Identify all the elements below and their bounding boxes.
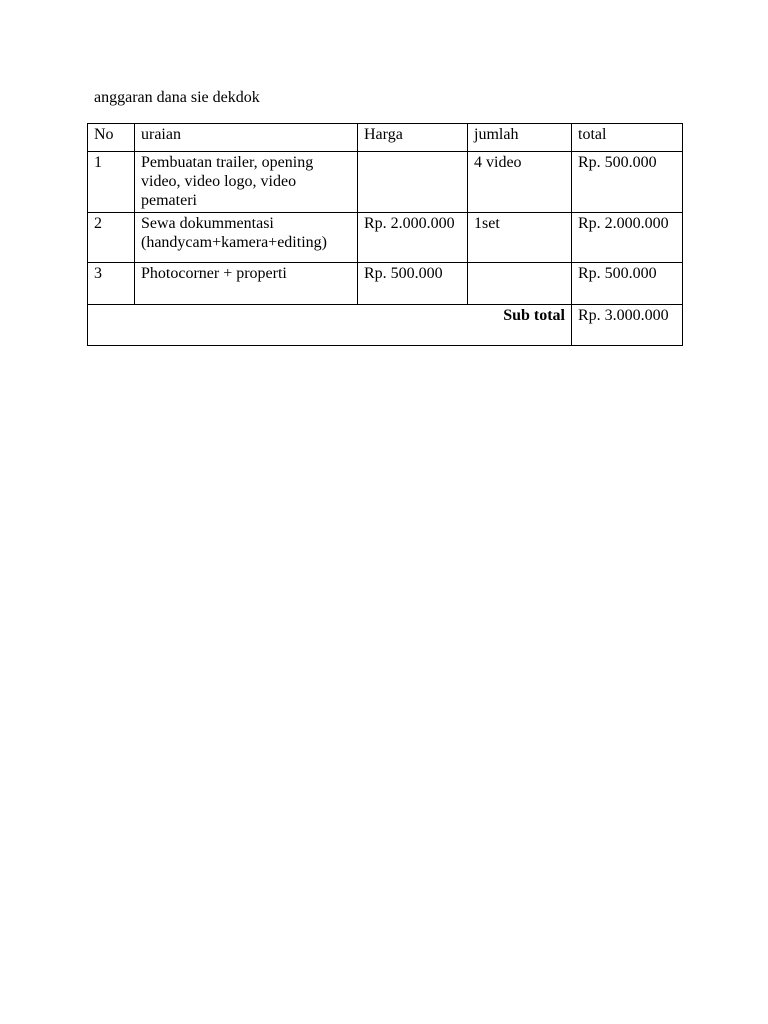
- cell-harga: Rp. 2.000.000: [358, 213, 468, 263]
- header-jumlah: jumlah: [468, 124, 572, 152]
- document-heading: anggaran dana sie dekdok: [94, 89, 260, 106]
- cell-total: Rp. 2.000.000: [572, 213, 683, 263]
- cell-jumlah: 1set: [468, 213, 572, 263]
- subtotal-row: [88, 305, 683, 346]
- header-harga: Harga: [358, 124, 468, 152]
- cell-total: Rp. 500.000: [572, 152, 683, 213]
- header-total: total: [572, 124, 683, 152]
- cell-no: 2: [88, 213, 135, 263]
- cell-jumlah: [468, 263, 572, 305]
- subtotal-label: Sub total: [88, 305, 572, 346]
- cell-uraian: Photocorner + properti: [135, 263, 358, 305]
- cell-no: 1: [88, 152, 135, 213]
- budget-table: [87, 123, 683, 346]
- cell-harga: Rp. 500.000: [358, 263, 468, 305]
- table-row: [88, 263, 683, 305]
- header-uraian: uraian: [135, 124, 358, 152]
- cell-uraian: Sewa dokummentasi (handycam+kamera+editing): [135, 213, 358, 263]
- cell-no: 3: [88, 263, 135, 305]
- cell-total: Rp. 500.000: [572, 263, 683, 305]
- table-row: [88, 152, 683, 213]
- cell-uraian: Pembuatan trailer, opening video, video logo, video pemateri: [135, 152, 358, 213]
- table-header-row: [88, 124, 683, 152]
- cell-jumlah: 4 video: [468, 152, 572, 213]
- table-row: [88, 213, 683, 263]
- subtotal-value: Rp. 3.000.000: [572, 305, 683, 346]
- cell-harga: [358, 152, 468, 213]
- header-no: No: [88, 124, 135, 152]
